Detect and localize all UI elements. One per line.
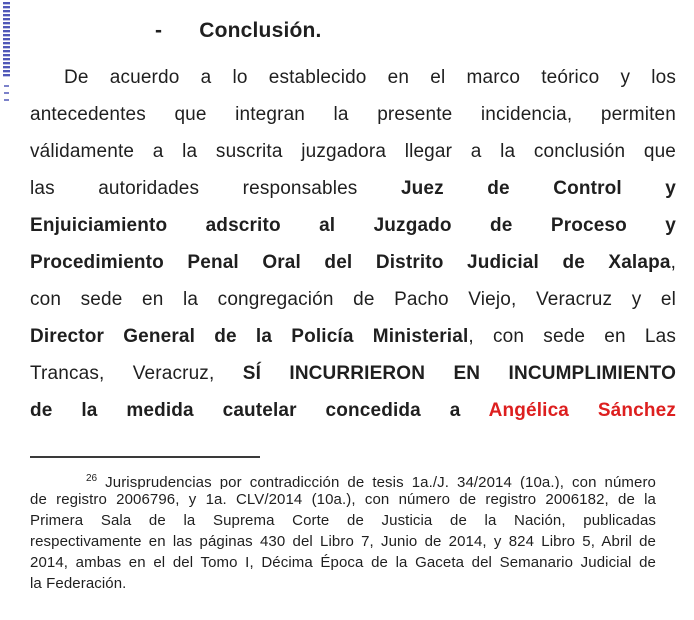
text-segment: , con sede en Las — [468, 326, 676, 347]
text-segment: válidamente a la suscrita juzgadora llegar a la conclusión que — [30, 141, 676, 162]
text-segment: de la medida cautelar concedida a — [30, 400, 489, 421]
body-line — [30, 170, 676, 207]
text-segment: De acuerdo a lo establecido en el marco teórico y los — [64, 67, 676, 88]
body-line — [30, 281, 676, 318]
text-segment: , — [670, 252, 676, 273]
heading-title: Conclusión. — [199, 19, 322, 42]
text-segment: 2014, ambas en el del Tomo I, Décima Época de la Gaceta del Semanario Judicial de — [30, 554, 656, 571]
text-segment: las autoridades responsables — [30, 178, 401, 199]
footnote-line — [30, 552, 656, 573]
footnote-separator-rule — [30, 456, 260, 458]
footnote-marker: 26 — [86, 473, 98, 484]
body-line — [30, 96, 676, 133]
body-line — [30, 355, 676, 392]
text-segment: Primera Sala de la Suprema Corte de Justicia de la Nación, publicadas — [30, 512, 656, 529]
body-line — [30, 133, 676, 170]
text-segment: Trancas, Veracruz, — [30, 363, 243, 384]
section-heading — [30, 16, 676, 46]
footnote-line — [30, 531, 656, 552]
footnote-line — [30, 468, 656, 489]
heading-dash: - — [155, 19, 163, 42]
text-segment: respectivamente en las páginas 430 del Libro 7, Junio de 2014, y 824 Libro 5, Abril de — [30, 533, 656, 550]
body-line — [30, 207, 676, 244]
body-line — [30, 318, 676, 355]
text-segment: Juez de Control y — [400, 178, 676, 199]
text-segment: antecedentes que integran la presente incidencia, permiten — [30, 104, 676, 125]
text-segment: Director General de la Policía Ministerial — [30, 326, 469, 347]
text-segment: con sede en la congregación de Pacho Viejo, Veracruz y el — [30, 289, 676, 310]
margin-stamp-sparse-glyphs — [4, 85, 9, 104]
body-line — [30, 244, 676, 281]
body-line — [30, 392, 676, 429]
highlighted-name: Angélica Sánchez — [488, 400, 676, 421]
body-paragraph — [30, 59, 676, 429]
footnote-line — [30, 573, 656, 594]
footnote-line — [30, 510, 656, 531]
text-segment: Procedimiento Penal Oral del Distrito Judicial de Xalapa — [30, 252, 671, 273]
text-segment: SÍ INCURRIERON EN INCUMPLIMIENTO — [242, 363, 676, 384]
margin-stamp-dense-glyphs — [3, 2, 10, 78]
footnote-line — [30, 489, 656, 510]
body-line — [30, 59, 676, 96]
text-segment: Enjuiciamiento adscrito al Juzgado de Proceso y — [30, 215, 676, 236]
text-segment: la Federación. — [30, 575, 127, 592]
margin-signature-stamp — [3, 2, 10, 104]
text-segment: de registro 2006796, y 1a. CLV/2014 (10a.), con número de registro 2006182, de la — [30, 491, 656, 508]
text-segment: Jurisprudencias por contradicción de tesis 1a./J. 34/2014 (10a.), con número — [97, 474, 656, 489]
footnote-block — [30, 468, 656, 594]
